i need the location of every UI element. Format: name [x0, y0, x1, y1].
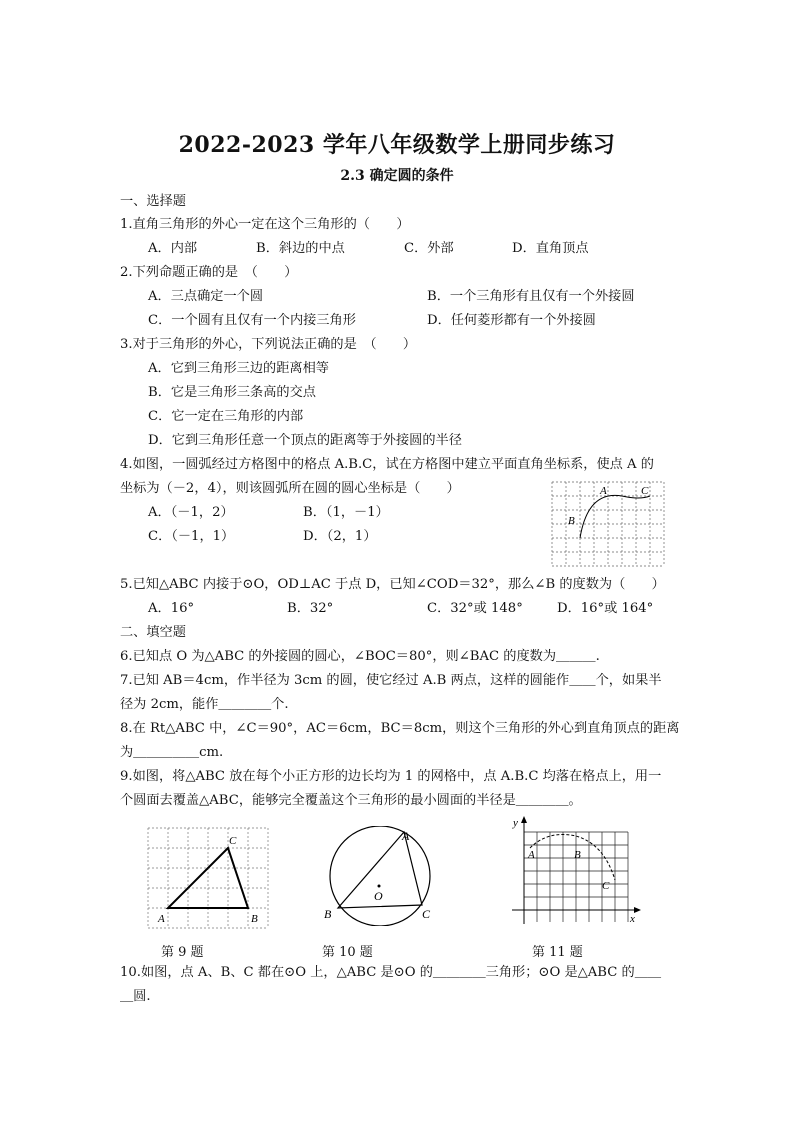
q3-option-b: B．它是三角形三条高的交点 — [148, 385, 316, 400]
q5-option-b: B．32° — [287, 601, 334, 616]
q1-option-a: A．内部 — [148, 241, 198, 256]
fig11-label-b: B — [574, 849, 581, 861]
fig10-label-o: O — [374, 889, 383, 903]
fig11-label-x: x — [630, 913, 635, 925]
q8-line1: 8.在 Rt△ABC 中，∠C＝90°，AC＝6cm，BC＝8cm，则这个三角形的外心到直角顶点的距离 — [120, 721, 680, 736]
q2-option-d: D．任何菱形都有一个外接圆 — [427, 313, 596, 328]
figure-10 — [318, 826, 442, 926]
q9-line2: 个圆面去覆盖△ABC，能够完全覆盖这个三角形的最小圆面的半径是＿＿＿＿。 — [120, 793, 582, 808]
q10-line2: ＿圆. — [120, 989, 151, 1004]
q4-stem-line1: 4.如图，一圆弧经过方格图中的格点 A.B.C，试在方格图中建立平面直角坐标系，使点 A 的 — [120, 457, 654, 472]
q7-line1: 7.已知 AB＝4cm，作半径为 3cm 的圆，使它经过 A.B 两点，这样的圆能作＿＿个，如果半 — [120, 673, 662, 688]
fig9-caption: 第 9 题 — [161, 945, 204, 960]
q4-option-b: B．（1，－1） — [303, 505, 389, 520]
q5-option-d: D．16°或 164° — [557, 601, 654, 616]
q4-option-c: C．（－1，1） — [148, 529, 235, 544]
page-title: 2022-2023 学年八年级数学上册同步练习 — [178, 132, 616, 158]
q8-line2: 为＿＿＿＿＿cm. — [120, 745, 224, 760]
q7-line2: 径为 2cm，能作＿＿＿＿个. — [120, 697, 289, 712]
section-fill-heading: 二、填空题 — [120, 625, 186, 640]
q3-option-d: D．它到三角形任意一个顶点的距离等于外接圆的半径 — [148, 433, 462, 448]
fig11-label-a: A — [528, 849, 535, 861]
fig11-label-y: y — [513, 817, 518, 829]
q1-option-c: C．外部 — [404, 241, 454, 256]
q4-option-d: D．（2，1） — [303, 529, 377, 544]
q4-label-a: A — [600, 485, 607, 497]
figure-11 — [508, 814, 644, 930]
q1-option-d: D．直角顶点 — [512, 241, 589, 256]
q1-stem: 1.直角三角形的外心一定在这个三角形的（ ） — [120, 217, 410, 232]
q5-stem: 5.已知△ABC 内接于⊙O，OD⊥AC 于点 D，已知∠COD＝32°，那么∠B 的度数为（ ） — [120, 577, 665, 592]
q4-label-b: B — [568, 515, 575, 527]
fig11-y-arrow — [521, 816, 527, 823]
fig9-label-b: B — [251, 913, 258, 925]
page-subtitle: 2.3 确定圆的条件 — [340, 168, 454, 184]
q3-option-c: C．它一定在三角形的内部 — [148, 409, 304, 424]
section-choice-heading: 一、选择题 — [120, 194, 186, 209]
q1-option-b: B．斜边的中点 — [256, 241, 345, 256]
q4-stem-line2: 坐标为（－2，4），则该圆弧所在圆的圆心坐标是（ ） — [120, 481, 460, 496]
fig10-center-dot — [378, 885, 381, 888]
q2-stem: 2.下列命题正确的是 （ ） — [120, 265, 298, 280]
fig9-label-c: C — [229, 835, 237, 847]
fig11-caption: 第 11 题 — [532, 945, 583, 960]
q4-arc — [580, 495, 650, 538]
q2-option-b: B．一个三角形有且仅有一个外接圆 — [427, 289, 635, 304]
q5-option-a: A．16° — [148, 601, 195, 616]
q2-option-c: C．一个圆有且仅有一个内接三角形 — [148, 313, 356, 328]
fig10-label-c: C — [422, 907, 431, 921]
fig9-grid-lines — [148, 828, 268, 928]
fig11-label-c: C — [602, 880, 610, 892]
fig10-caption: 第 10 题 — [322, 945, 373, 960]
fig9-label-a: A — [158, 913, 165, 925]
fig10-label-a: A — [402, 829, 410, 843]
fig11-x-arrow — [634, 907, 641, 913]
q4-option-a: A．（－1，2） — [148, 505, 234, 520]
q4-label-c: C — [641, 485, 649, 497]
q5-option-c: C．32°或 148° — [427, 601, 523, 616]
fig10-label-b: B — [324, 907, 332, 921]
q9-line1: 9.如图，将△ABC 放在每个小正方形的边长均为 1 的网格中，点 A.B.C 均落在格点上，用一 — [120, 769, 662, 784]
figure-9 — [144, 824, 274, 932]
fig11-grid-lines — [524, 832, 628, 922]
q3-stem: 3.对于三角形的外心，下列说法正确的是 （ ） — [120, 337, 417, 352]
q6-text: 6.已知点 O 为△ABC 的外接圆的圆心，∠BOC＝80°，则∠BAC 的度数为＿＿＿. — [120, 649, 600, 664]
q4-grid-figure — [548, 478, 670, 570]
q3-option-a: A．它到三角形三边的距离相等 — [148, 361, 329, 376]
q2-option-a: A．三点确定一个圆 — [148, 289, 264, 304]
q10-line1: 10.如图，点 A、B、C 都在⊙O 上，△ABC 是⊙O 的＿＿＿＿三角形；⊙O 是△ABC 的＿＿ — [120, 965, 662, 980]
